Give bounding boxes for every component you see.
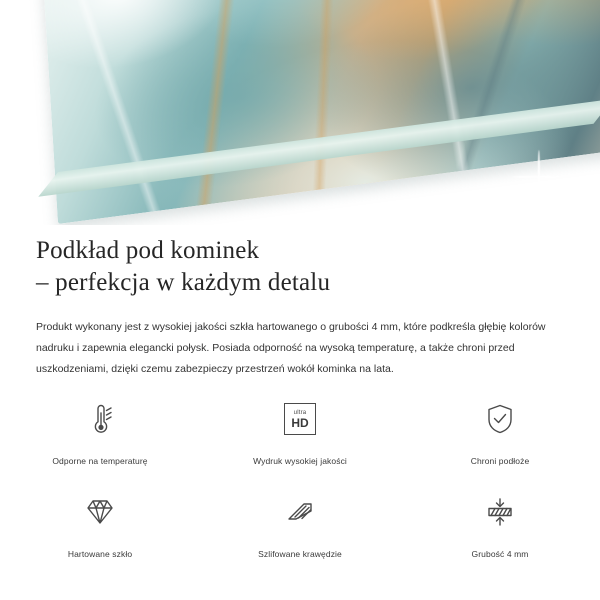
sparkle-icon <box>540 178 574 212</box>
page-title <box>0 225 600 299</box>
feature-label: Wydruk wysokiej jakości <box>253 456 347 466</box>
feature-item-polished-edges <box>200 485 400 560</box>
ultra-hd-badge-bottom: HD <box>291 415 309 430</box>
feature-item-thickness <box>400 485 600 560</box>
shield-check-icon <box>473 392 527 446</box>
feature-grid <box>0 392 600 560</box>
hero-image <box>0 0 600 225</box>
headline-line-2: – perfekcja w każdym detalu <box>36 269 331 296</box>
feature-item-surface-protection <box>400 392 600 467</box>
feature-label: Hartowane szkło <box>67 549 133 559</box>
feature-item-tempered-glass <box>0 485 200 560</box>
text-content <box>0 225 600 380</box>
diamond-icon <box>73 485 127 539</box>
thickness-icon <box>473 485 527 539</box>
description-paragraph: Produkt wykonany jest z wysokiej jakości szkła hartowanego o grubości 4 mm, które podkreśla głębię kolorów nadruku i zapewnia elegancki połysk. Posiada odporność na wysoką temperaturę, a także chroni przed uszkodzeniami, dzięki czemu zabezpieczy przestrzeń wokół kominka na lata. <box>36 321 546 375</box>
polished-edge-icon <box>273 485 327 539</box>
feature-label: Chroni podłoże <box>470 456 530 466</box>
feature-item-temperature <box>0 392 200 467</box>
feature-label: Grubość 4 mm <box>471 549 529 559</box>
feature-label: Odporne na temperaturę <box>52 456 148 466</box>
headline-line-1: Podkład pod kominek <box>36 237 260 264</box>
feature-label: Szlifowane krawędzie <box>258 549 342 559</box>
thermometer-icon <box>73 392 127 446</box>
feature-item-print-quality <box>200 392 400 467</box>
ultra-hd-icon <box>273 392 327 446</box>
ultra-hd-badge-top: ultra <box>293 409 307 416</box>
